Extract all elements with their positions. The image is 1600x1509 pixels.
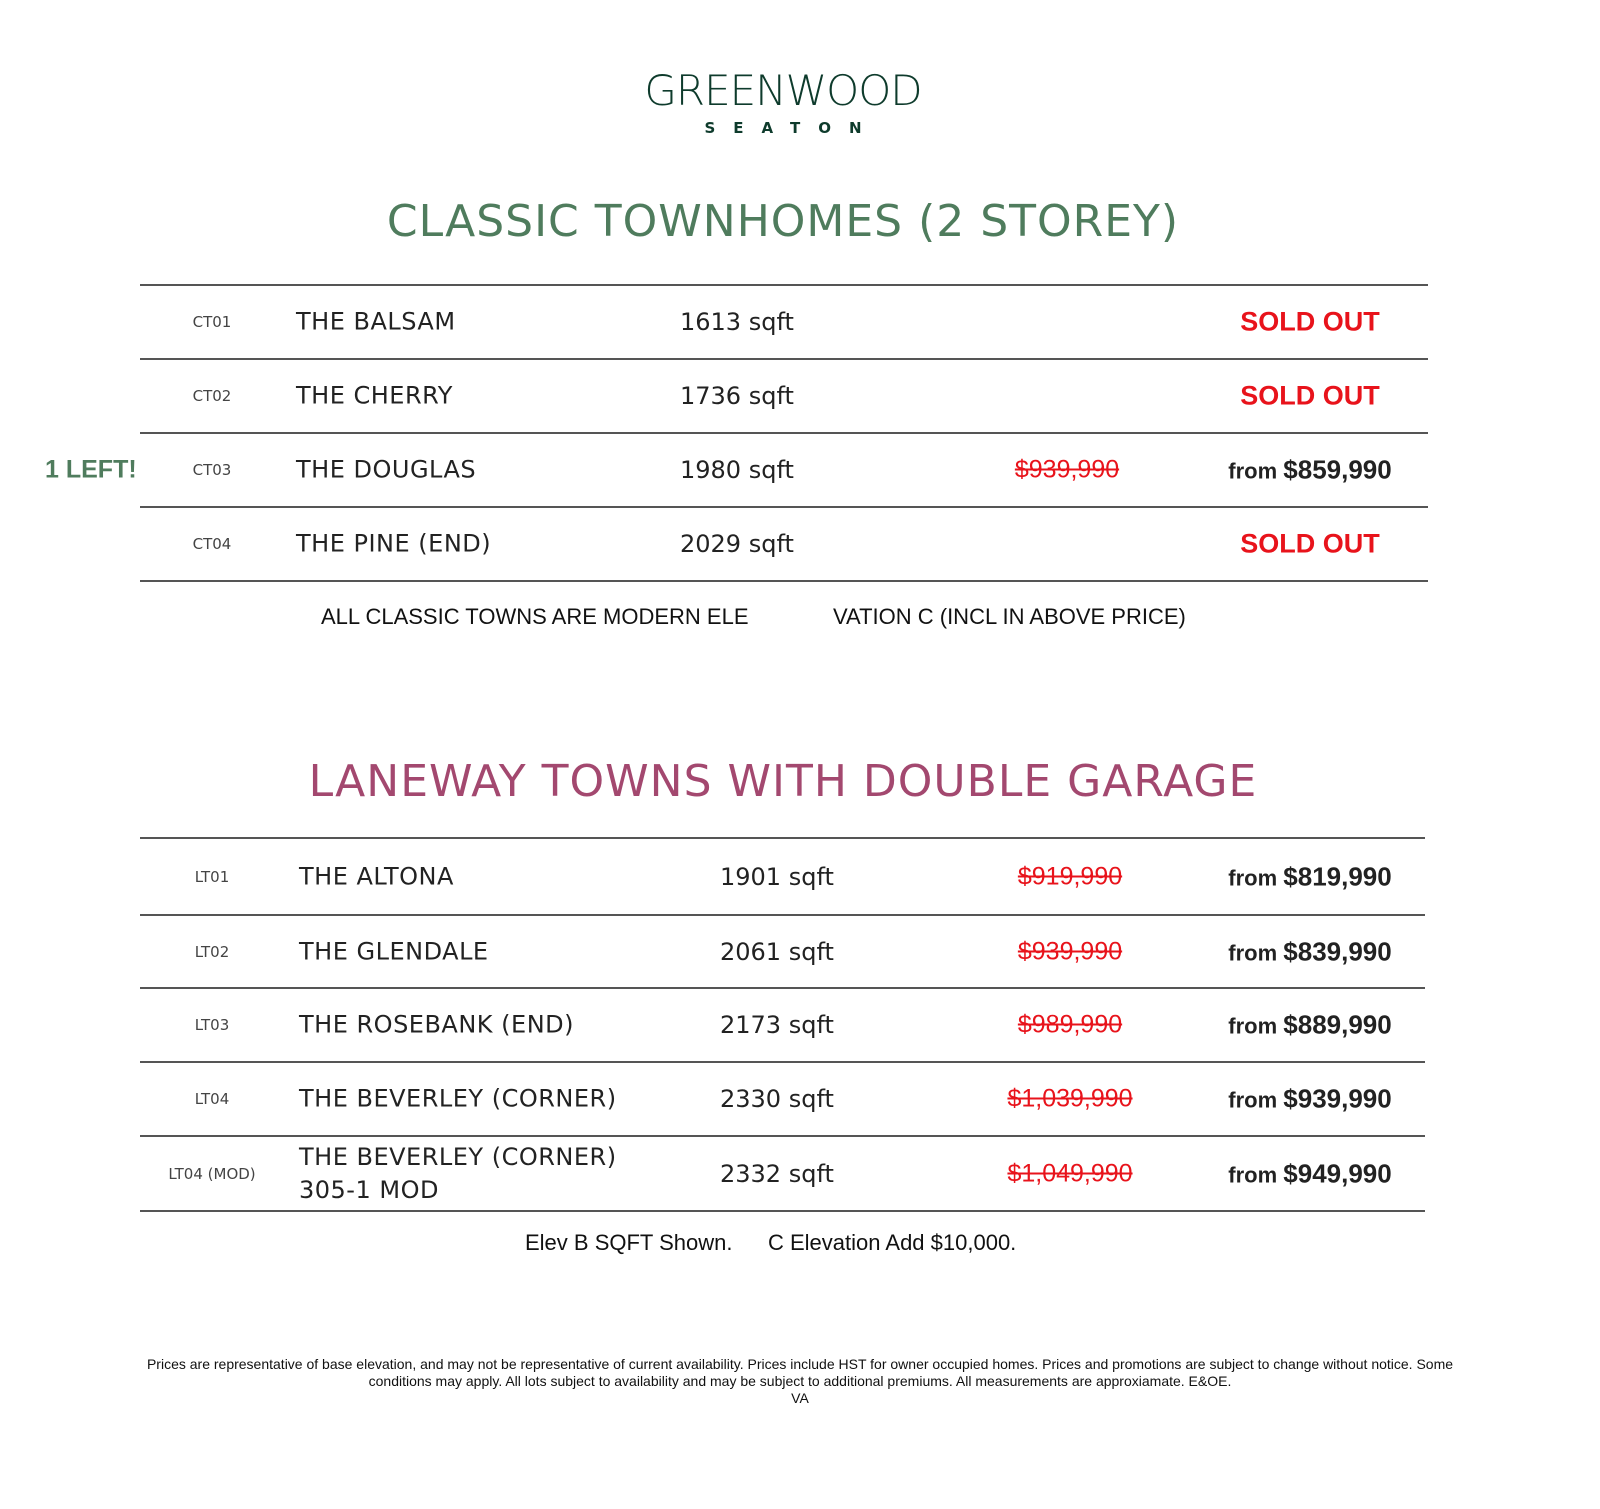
table-row bbox=[140, 987, 1425, 1061]
classic-title: CLASSIC TOWNHOMES (2 STOREY) bbox=[386, 196, 1180, 247]
table-row bbox=[140, 358, 1428, 432]
unit-name bbox=[299, 1141, 617, 1207]
unit-name: THE ROSEBANK (END) bbox=[299, 1010, 574, 1039]
laneway-note-a: Elev B SQFT Shown. bbox=[525, 1230, 733, 1255]
disclaimer bbox=[40, 1356, 1560, 1407]
classic-note-a: ALL CLASSIC TOWNS ARE MODERN ELE bbox=[321, 604, 749, 629]
unit-name: THE CHERRY bbox=[296, 381, 453, 410]
unit-code: CT04 bbox=[192, 535, 232, 553]
unit-code: CT02 bbox=[192, 387, 232, 405]
current-price bbox=[1180, 1158, 1440, 1189]
price-value: $819,990 bbox=[1283, 861, 1392, 891]
unit-code: CT03 bbox=[192, 461, 232, 479]
unit-name: THE BEVERLEY (CORNER) bbox=[299, 1084, 617, 1113]
old-price: $989,990 bbox=[1017, 1010, 1123, 1039]
current-price bbox=[1180, 1084, 1440, 1115]
unit-code: LT02 bbox=[194, 942, 230, 961]
laneway-note-b: C Elevation Add $10,000. bbox=[768, 1230, 1017, 1255]
table-row bbox=[140, 837, 1425, 914]
old-price: $1,039,990 bbox=[1007, 1084, 1133, 1113]
unit-code: LT03 bbox=[194, 1016, 230, 1034]
unit-sqft: 2061 sqft bbox=[720, 937, 834, 966]
unit-name: THE ALTONA bbox=[299, 862, 454, 890]
disclaimer-line: conditions may apply. All lots subject to availability and may be subject to additional premiums. All measurements are approxiamate. E&OE. bbox=[368, 1373, 1232, 1389]
old-price: $939,990 bbox=[1017, 937, 1123, 965]
unit-name: THE GLENDALE bbox=[299, 937, 489, 965]
current-price bbox=[1180, 1010, 1440, 1041]
logo-brand: GREENWOOD bbox=[644, 66, 922, 115]
unit-name-line1: THE BEVERLEY (CORNER) bbox=[299, 1142, 617, 1171]
old-price: $919,990 bbox=[1017, 862, 1123, 890]
unit-sqft: 2029 sqft bbox=[680, 530, 794, 558]
classic-note-b: VATION C (INCL IN ABOVE PRICE) bbox=[833, 604, 1186, 629]
unit-code: CT01 bbox=[192, 313, 232, 331]
from-label: from bbox=[1228, 1162, 1278, 1187]
table-row bbox=[140, 914, 1425, 987]
table-row bbox=[140, 284, 1428, 358]
disclaimer-code: VA bbox=[791, 1390, 809, 1406]
logo-sub: SEATON bbox=[704, 119, 880, 137]
unit-code: LT04 bbox=[194, 1090, 230, 1108]
price-value: $859,990 bbox=[1283, 454, 1392, 485]
unit-sqft: 2330 sqft bbox=[720, 1085, 834, 1113]
unit-sqft: 1736 sqft bbox=[680, 382, 794, 410]
classic-table bbox=[45, 284, 1428, 582]
table-row bbox=[45, 432, 1428, 506]
disclaimer-line: Prices are representative of base elevation, and may not be representative of current availability. Prices include HST for owner occupied homes. Prices and promotions are subject to change without notice. Some bbox=[146, 1356, 1454, 1372]
unit-name: THE DOUGLAS bbox=[296, 455, 477, 484]
sold-out-status: SOLD OUT bbox=[1240, 306, 1380, 337]
current-price bbox=[1180, 861, 1440, 892]
price-value: $939,990 bbox=[1283, 1083, 1392, 1114]
table-row bbox=[140, 1135, 1425, 1212]
availability-badge: 1 LEFT! bbox=[45, 455, 137, 484]
current-price bbox=[1180, 455, 1440, 486]
unit-name: THE PINE (END) bbox=[296, 529, 492, 558]
unit-name: THE BALSAM bbox=[296, 307, 456, 336]
from-label: from bbox=[1228, 1087, 1278, 1113]
unit-code: LT04 (MOD) bbox=[168, 1164, 256, 1183]
unit-sqft: 2332 sqft bbox=[720, 1159, 834, 1188]
from-label: from bbox=[1228, 940, 1278, 965]
unit-sqft: 2173 sqft bbox=[720, 1011, 834, 1039]
price-value: $949,990 bbox=[1283, 1158, 1392, 1188]
current-price bbox=[1180, 936, 1440, 967]
unit-sqft: 1901 sqft bbox=[720, 862, 834, 891]
old-price: $1,049,990 bbox=[1007, 1159, 1133, 1187]
logo bbox=[0, 66, 1566, 137]
table-row bbox=[140, 1061, 1425, 1135]
price-value: $889,990 bbox=[1283, 1009, 1392, 1040]
sold-out-status: SOLD OUT bbox=[1240, 380, 1380, 411]
laneway-table bbox=[140, 837, 1425, 1212]
from-label: from bbox=[1228, 1013, 1278, 1039]
table-row bbox=[140, 506, 1428, 582]
from-label: from bbox=[1228, 865, 1278, 890]
unit-sqft: 1980 sqft bbox=[680, 456, 794, 484]
sold-out-status: SOLD OUT bbox=[1240, 528, 1380, 559]
unit-code: LT01 bbox=[194, 867, 230, 886]
laneway-title: LANEWAY TOWNS WITH DOUBLE GARAGE bbox=[308, 756, 1258, 807]
old-price: $939,990 bbox=[1014, 455, 1120, 484]
unit-name-line2: 305-1 MOD bbox=[299, 1175, 439, 1204]
unit-sqft: 1613 sqft bbox=[680, 308, 794, 336]
price-value: $839,990 bbox=[1283, 936, 1392, 966]
from-label: from bbox=[1228, 458, 1278, 484]
